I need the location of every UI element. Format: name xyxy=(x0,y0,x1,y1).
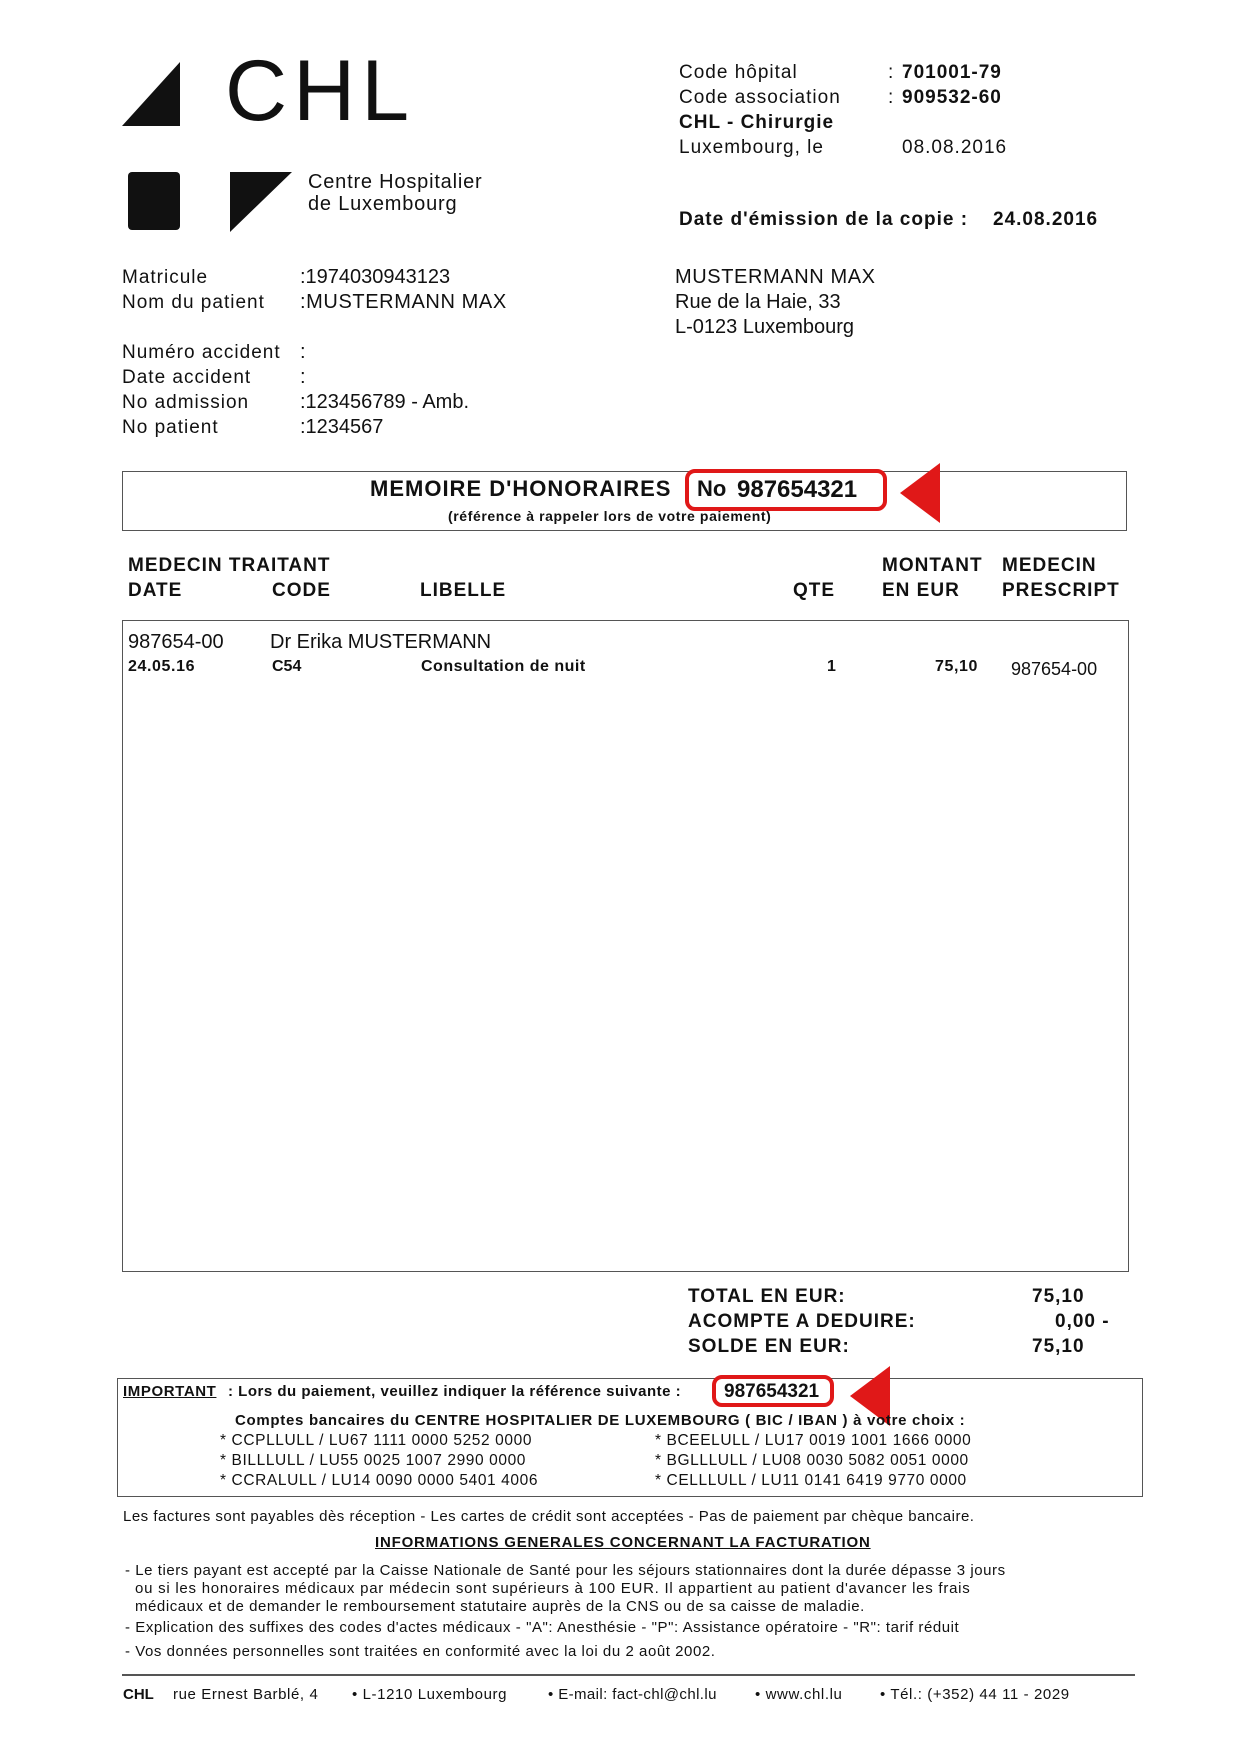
copy-date-label: Date d'émission de la copie : xyxy=(679,209,969,230)
bank-account: * BCEELULL / LU17 0019 1001 1666 0000 xyxy=(655,1432,972,1449)
matricule-label: Matricule xyxy=(122,267,209,288)
row-libelle: Consultation de nuit xyxy=(421,658,586,675)
info-para1-line1: - Le tiers payant est accepté par la Caisse Nationale de Santé pour les séjours stationnaires dont la durée dépasse 3 jours xyxy=(125,1562,1006,1579)
document-date: 08.08.2016 xyxy=(902,137,1008,158)
footer-website: • www.chl.lu xyxy=(755,1686,843,1703)
header-prescript: PRESCRIPT xyxy=(1002,580,1120,601)
total-label: TOTAL EN EUR: xyxy=(688,1286,846,1307)
bank-account: * CCPLLULL / LU67 1111 0000 5252 0000 xyxy=(220,1432,533,1449)
total-value: 75,10 xyxy=(1032,1286,1085,1307)
patient-number-label: No patient xyxy=(122,417,219,438)
code-association-value: 909532-60 xyxy=(902,87,1002,108)
row-code: C54 xyxy=(272,658,302,675)
header-en-eur: EN EUR xyxy=(882,580,960,601)
payment-note: Les factures sont payables dès réception - Les cartes de crédit sont acceptées - Pas de paiement par chèque bancaire. xyxy=(123,1508,975,1525)
footer-city: • L-1210 Luxembourg xyxy=(352,1686,508,1703)
footer-divider xyxy=(122,1674,1135,1676)
doctor-code: 987654-00 xyxy=(128,631,224,653)
header-medecin-traitant: MEDECIN TRAITANT xyxy=(128,555,331,576)
patient-name-label: Nom du patient xyxy=(122,292,265,313)
address-line1: MUSTERMANN MAX xyxy=(675,266,876,288)
header-medecin: MEDECIN xyxy=(1002,555,1097,576)
patient-name-value: :MUSTERMANN MAX xyxy=(300,291,507,313)
important-label: IMPORTANT xyxy=(123,1383,217,1400)
department: CHL - Chirurgie xyxy=(679,112,835,133)
hospital-name-line2: de Luxembourg xyxy=(308,193,458,215)
bank-account: * CELLLULL / LU11 0141 6419 9770 0000 xyxy=(655,1472,967,1489)
hospital-name-line1: Centre Hospitalier xyxy=(308,171,483,193)
copy-date: 24.08.2016 xyxy=(993,209,1099,230)
admission-number-label: No admission xyxy=(122,392,250,413)
important-text: : Lors du paiement, veuillez indiquer la référence suivante : xyxy=(228,1383,682,1400)
code-hopital-label: Code hôpital xyxy=(679,62,798,83)
header-date: DATE xyxy=(128,580,183,601)
header-qte: QTE xyxy=(793,580,836,601)
solde-label: SOLDE EN EUR: xyxy=(688,1336,850,1357)
accident-date-label: Date accident xyxy=(122,367,252,388)
footer-street: rue Ernest Barblé, 4 xyxy=(173,1686,319,1703)
address-line3: L-0123 Luxembourg xyxy=(675,316,855,338)
row-prescript: 987654-00 xyxy=(1011,659,1098,679)
info-para2: - Explication des suffixes des codes d'actes médicaux - "A": Anesthésie - "P": Assistance opératoire - "R": tarif réduit xyxy=(125,1619,960,1636)
admission-number-value: :123456789 - Amb. xyxy=(300,391,470,413)
address-line2: Rue de la Haie, 33 xyxy=(675,291,841,313)
code-association-label: Code association xyxy=(679,87,841,108)
accident-number-value: : xyxy=(300,341,306,363)
acompte-label: ACOMPTE A DEDUIRE: xyxy=(688,1311,916,1332)
code-hopital-value: 701001-79 xyxy=(902,62,1002,83)
info-para1-line2: ou si les honoraires médicaux par médecin sont supérieurs à 100 EUR. Il appartient au patient d'avancer les frais xyxy=(135,1580,971,1597)
doctor-name: Dr Erika MUSTERMANN xyxy=(270,631,492,653)
reference-note: (référence à rappeler lors de votre paiement) xyxy=(448,508,772,524)
line-items-box xyxy=(122,620,1129,1272)
header-libelle: LIBELLE xyxy=(420,580,507,601)
row-montant: 75,10 xyxy=(935,658,979,675)
row-qte: 1 xyxy=(827,658,836,675)
accident-number-label: Numéro accident xyxy=(122,342,281,363)
memoire-title: MEMOIRE D'HONORAIRES xyxy=(370,476,672,501)
matricule-value: :1974030943123 xyxy=(300,266,451,288)
footer-phone: • Tél.: (+352) 44 11 - 2029 xyxy=(880,1686,1070,1703)
info-para1-line3: médicaux et de demander le remboursement statutaire auprès de la CNS ou de sa caisse de maladie. xyxy=(135,1598,865,1615)
header-montant: MONTANT xyxy=(882,555,983,576)
row-date: 24.05.16 xyxy=(128,658,196,675)
memoire-number: 987654321 xyxy=(737,476,858,503)
city-label: Luxembourg, le xyxy=(679,137,824,158)
solde-value: 75,10 xyxy=(1032,1336,1085,1357)
memoire-no-label: No xyxy=(697,476,727,501)
info-title: INFORMATIONS GENERALES CONCERNANT LA FACTURATION xyxy=(375,1534,871,1551)
bank-account: * BGLLLULL / LU08 0030 5082 0051 0000 xyxy=(655,1452,969,1469)
bank-account: * BILLLULL / LU55 0025 1007 2990 0000 xyxy=(220,1452,527,1469)
bank-account: * CCRALULL / LU14 0090 0000 5401 4006 xyxy=(220,1472,539,1489)
info-para3: - Vos données personnelles sont traitées en conformité avec la loi du 2 août 2002. xyxy=(125,1643,716,1660)
footer-org: CHL xyxy=(123,1686,154,1703)
pointer-arrow-icon xyxy=(900,463,940,523)
accident-date-value: : xyxy=(300,366,306,388)
patient-number-value: :1234567 xyxy=(300,416,384,438)
footer-email: • E-mail: fact-chl@chl.lu xyxy=(548,1686,717,1703)
logo-text: CHL xyxy=(225,43,416,139)
header-code: CODE xyxy=(272,580,331,601)
acompte-value: 0,00 - xyxy=(1055,1311,1110,1332)
accounts-title: Comptes bancaires du CENTRE HOSPITALIER DE LUXEMBOURG ( BIC / IBAN ) à votre choix : xyxy=(235,1412,966,1429)
payment-reference: 987654321 xyxy=(724,1381,820,1402)
